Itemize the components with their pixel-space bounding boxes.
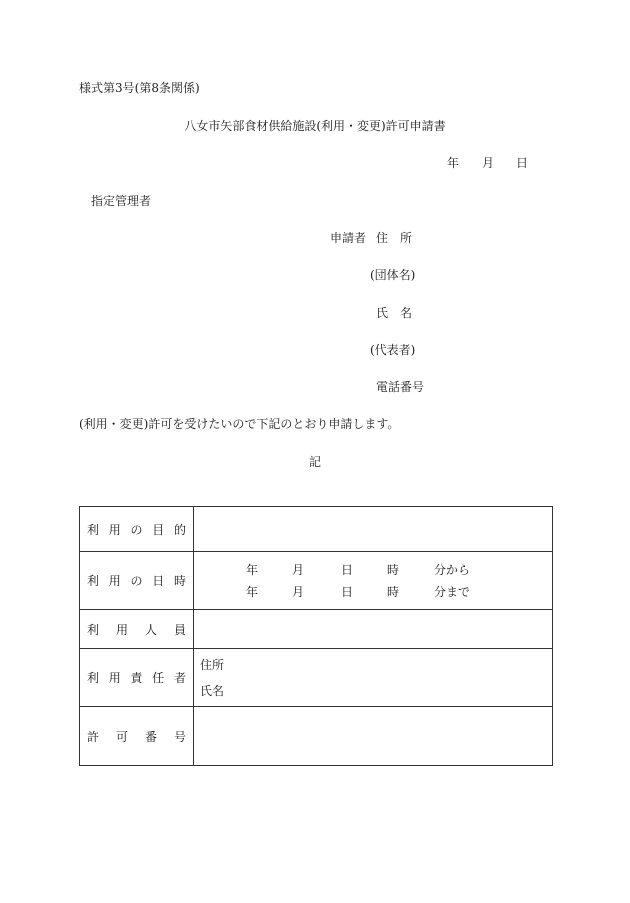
to-minute: 分まで: [434, 584, 471, 599]
ki-heading: 記: [308, 455, 321, 469]
label-char: 利: [87, 574, 100, 588]
date-month: 月: [482, 156, 495, 170]
form-number: 様式第3号(第8条関係): [79, 81, 200, 95]
label-char: 責: [130, 671, 143, 685]
label-char: 者: [173, 671, 186, 685]
people-value-cell[interactable]: [194, 610, 553, 649]
document-title: 八女市矢部食材供給施設(利用・変更)許可申請書: [184, 119, 446, 133]
from-day: 日: [341, 562, 354, 577]
responsible-name-label: 氏名: [200, 683, 225, 698]
label-char: 用: [108, 522, 121, 537]
label-char: 用: [108, 671, 121, 685]
to-year: 年: [246, 584, 259, 599]
purpose-label: [80, 507, 194, 552]
applicant-group-name-label: (団体名): [370, 268, 416, 282]
applicant-representative-label: (代表者): [370, 343, 416, 357]
datetime-value-cell[interactable]: [194, 552, 553, 610]
applicant-phone-label: 電話番号: [376, 380, 425, 394]
label-char: 日: [152, 574, 165, 588]
label-char: 可: [115, 729, 128, 744]
applicant-name-label: 氏 名: [376, 306, 413, 320]
from-month: 月: [292, 562, 305, 577]
responsible-value-cell[interactable]: [194, 649, 553, 707]
label-char: 利: [87, 522, 100, 537]
datetime-from-line: [194, 559, 552, 581]
application-details-table: [79, 506, 553, 766]
label-char: 番: [144, 729, 157, 744]
addressee: 指定管理者: [91, 194, 152, 208]
label-char: の: [130, 522, 143, 537]
label-char: 用: [115, 622, 128, 637]
responsible-label: [80, 649, 194, 707]
row-purpose: [80, 507, 553, 552]
label-char: 利: [87, 622, 100, 637]
label-char: 時: [173, 574, 186, 588]
row-permit-number: [80, 707, 553, 766]
label-char: 員: [173, 622, 186, 637]
permit-number-value-cell[interactable]: [194, 707, 553, 766]
row-people: [80, 610, 553, 649]
label-char: 用: [108, 574, 121, 588]
from-year: 年: [246, 562, 259, 577]
applicant-address-label: 住 所: [376, 231, 413, 245]
label-char: 的: [173, 522, 186, 537]
datetime-to-line: [194, 581, 552, 603]
label-char: 任: [152, 671, 165, 685]
permit-number-label: [80, 707, 194, 766]
date-day: 日: [516, 156, 529, 170]
label-char: 許: [87, 729, 100, 744]
row-responsible: [80, 649, 553, 707]
to-month: 月: [292, 584, 305, 599]
label-char: 号: [173, 729, 186, 744]
label-char: の: [130, 574, 143, 588]
application-statement: (利用・変更)許可を受けたいので下記のとおり申請します。: [79, 417, 400, 431]
label-char: 目: [152, 522, 165, 537]
date-year: 年: [447, 156, 460, 170]
responsible-address-label: 住所: [200, 657, 225, 672]
applicant-label: 申請者: [330, 231, 367, 245]
from-hour: 時: [387, 562, 400, 577]
people-label: [80, 610, 194, 649]
to-day: 日: [341, 584, 354, 599]
datetime-label: [80, 552, 194, 610]
label-char: 利: [87, 671, 100, 685]
purpose-value-cell[interactable]: [194, 507, 553, 552]
label-char: 人: [144, 622, 157, 637]
to-hour: 時: [387, 584, 400, 599]
row-datetime: [80, 552, 553, 610]
from-minute: 分から: [434, 562, 471, 577]
